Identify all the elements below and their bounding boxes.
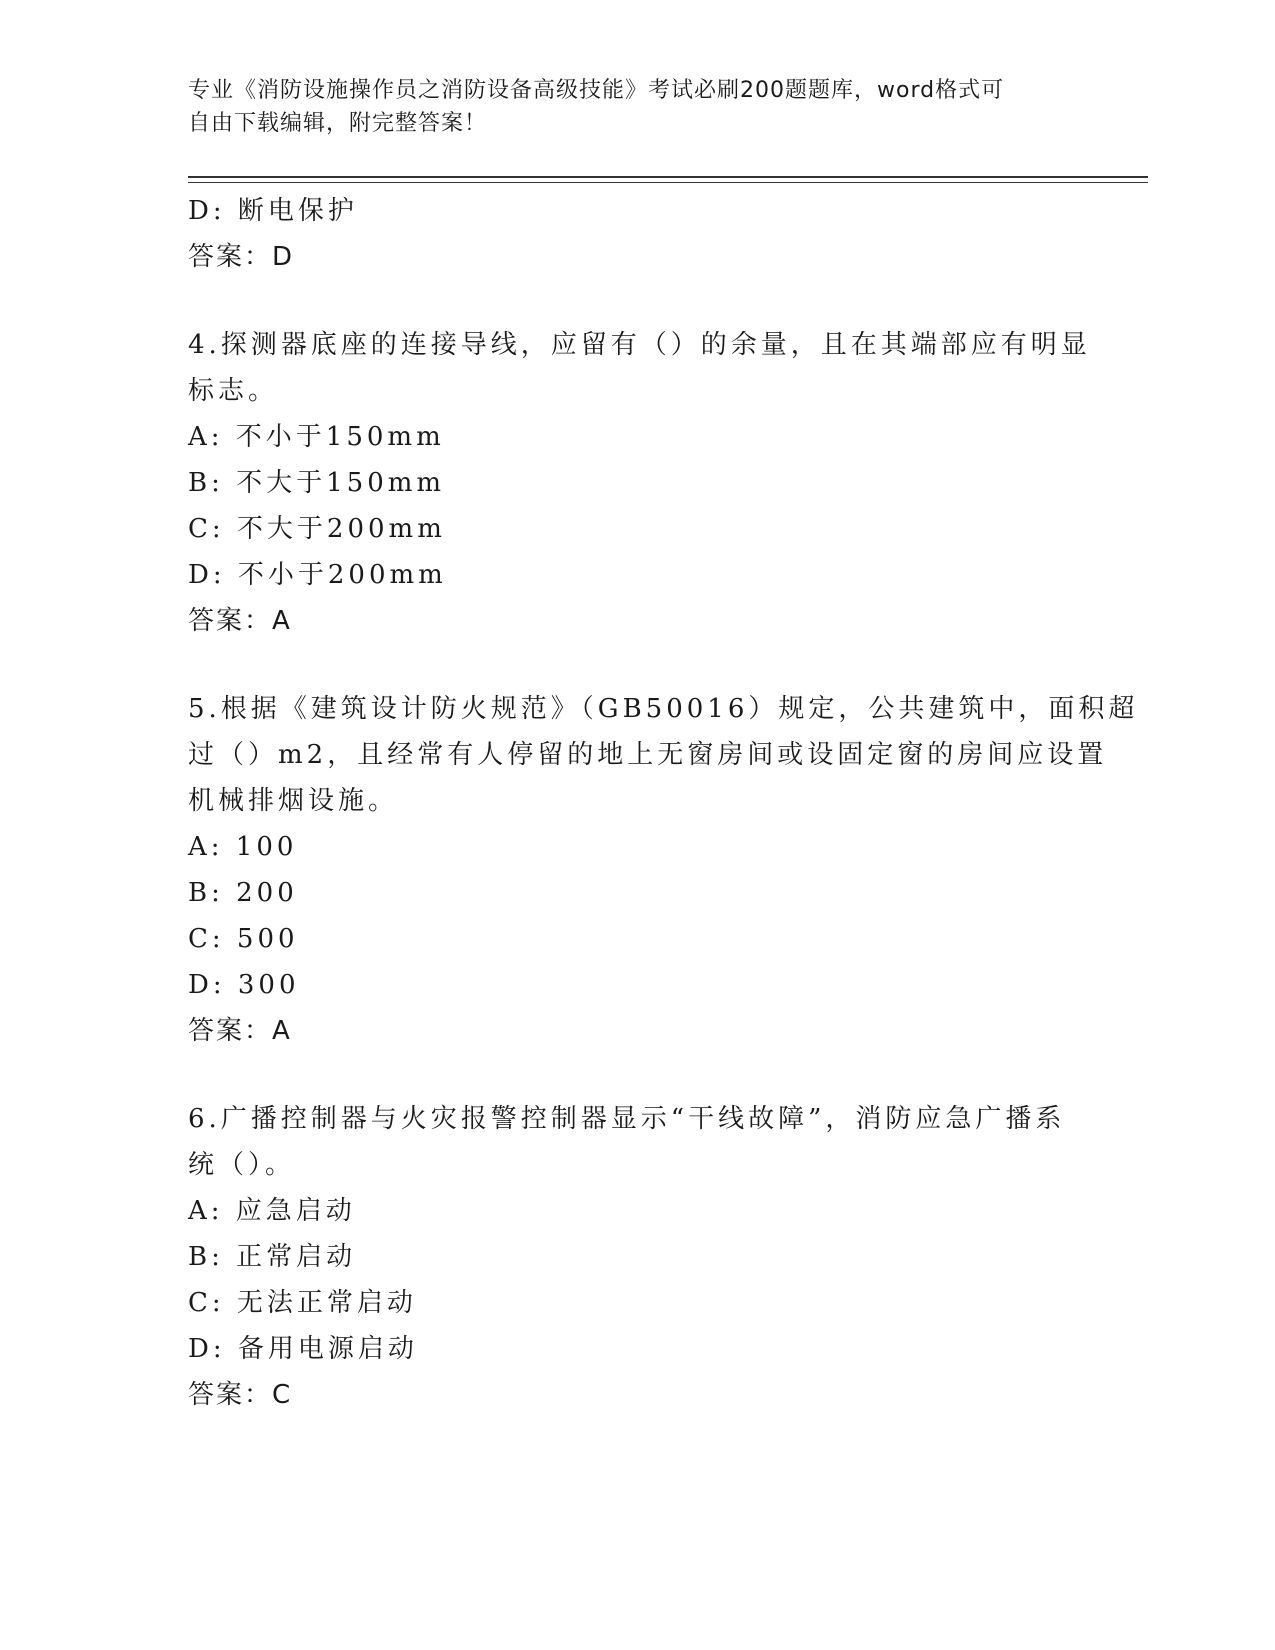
question-stem-line: 统（）。: [188, 1150, 296, 1180]
option-b: B: 200: [188, 878, 298, 908]
option-c: C: 无法正常启动: [188, 1288, 417, 1318]
question-stem-line: 5.根据《建筑设计防火规范》（GB50016）规定，公共建筑中，面积超: [188, 694, 1139, 724]
question-4: [188, 322, 1091, 644]
answer-line: 答案：A: [188, 1016, 292, 1046]
question-6: [188, 1096, 1088, 1418]
option-d: D: 300: [188, 970, 300, 1000]
option-b: B: 不大于150mm: [188, 468, 446, 498]
option-d: D: 不小于200mm: [188, 560, 447, 590]
header-divider-thin: [188, 182, 1148, 183]
question-stem-line: 机械排烟设施。: [188, 786, 399, 816]
option-d: D: 备用电源启动: [188, 1334, 418, 1364]
answer-line: 答案：A: [188, 606, 292, 636]
header-line-1: 专业《消防设施操作员之消防设备高级技能》考试必刷200题题库，word格式可: [188, 78, 1005, 103]
document-body: [188, 188, 1139, 1418]
question-stem-line: 过（）m2，且经常有人停留的地上无窗房间或设固定窗的房间应设置: [188, 740, 1108, 770]
option-a: A: 不小于150mm: [188, 422, 445, 452]
option-a: A: 应急启动: [188, 1196, 356, 1226]
option-c: C: 500: [188, 924, 299, 954]
question-stem-line: 标志。: [188, 376, 279, 406]
previous-question-tail: [188, 188, 1088, 280]
question-5: [188, 686, 1139, 1054]
header-line-2: 自由下载编辑，附完整答案！: [188, 111, 488, 136]
option-d: D: 断电保护: [188, 196, 358, 226]
answer-line: 答案：D: [188, 242, 295, 272]
option-c: C: 不大于200mm: [188, 514, 446, 544]
question-stem-line: 4.探测器底座的连接导线，应留有（）的余量，且在其端部应有明显: [188, 330, 1091, 360]
answer-line: 答案：C: [188, 1380, 293, 1410]
header-divider-thick: [188, 176, 1148, 178]
option-a: A: 100: [188, 832, 298, 862]
question-stem-line: 6.广播控制器与火灾报警控制器显示“干线故障”，消防应急广播系: [188, 1104, 1066, 1134]
document-header: [188, 74, 1088, 140]
option-b: B: 正常启动: [188, 1242, 357, 1272]
